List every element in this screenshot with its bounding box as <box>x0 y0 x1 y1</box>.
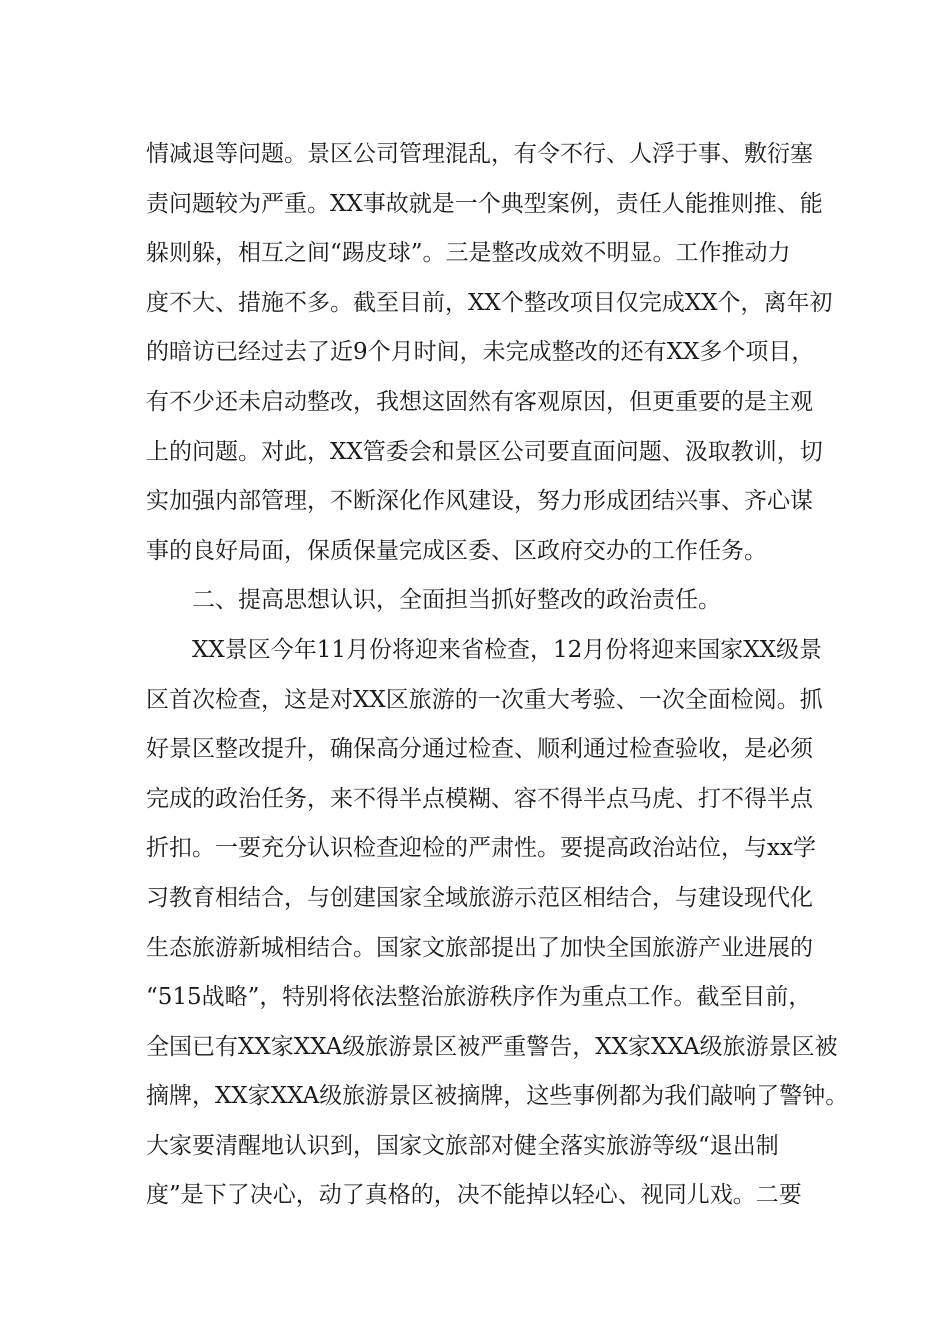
text-line: 情减退等问题。景区公司管理混乱，有令不行、人浮于事、敷衍塞 <box>146 141 813 167</box>
text-line: 全国已有XX家XXA级旅游景区被严重警告，XX家XXA级旅游景区被 <box>146 1033 838 1060</box>
text-line: 区首次检查，这是对XX区旅游的一次重大考验、一次全面检阅。抓 <box>146 686 823 713</box>
document-body <box>146 130 849 1221</box>
text-line: 生态旅游新城相结合。国家文旅部提出了加快全国旅游产业进展的 <box>146 934 813 961</box>
text-line: 的暗访已经过去了近9个月时间，未完成整改的还有XX多个项目， <box>146 339 815 366</box>
text-line: 度不大、措施不多。截至目前，XX个整改项目仅完成XX个，离年初 <box>146 289 833 316</box>
text-line: “515战略”，特别将依法整治旅游秩序作为重点工作。截至目前， <box>146 984 812 1011</box>
text-line: 度”是下了决心，动了真格的，决不能掉以轻心、视同儿戏。二要 <box>146 1182 802 1209</box>
section-heading: 二、提高思想认识，全面担当抓好整改的政治责任。 <box>192 587 721 614</box>
text-line: 上的问题。对此，XX管委会和景区公司要直面问题、汲取教训，切 <box>146 438 823 465</box>
text-line: 事的良好局面，保质保量完成区委、区政府交办的工作任务。 <box>146 537 767 564</box>
text-line: 躲则躲，相互之间“踢皮球”。三是整改成效不明显。工作推动力 <box>146 240 791 267</box>
text-line: 折扣。一要充分认识检查迎检的严肃性。要提高政治站位，与xx学 <box>146 835 816 862</box>
text-line: 好景区整改提升，确保高分通过检查、顺利通过检查验收，是必须 <box>146 736 813 763</box>
text-line: 有不少还未启动整改，我想这固然有客观原因，但更重要的是主观 <box>146 388 813 415</box>
text-line: 完成的政治任务，来不得半点模糊、容不得半点马虎、打不得半点 <box>146 785 813 812</box>
text-line: 责问题较为严重。XX事故就是一个典型案例，责任人能推则推、能 <box>146 190 823 217</box>
text-line: 摘牌，XX家XXA级旅游景区被摘牌，这些事例都为我们敲响了警钟。 <box>146 1083 849 1110</box>
text-line: 习教育相结合，与创建国家全域旅游示范区相结合，与建设现代化 <box>146 884 813 911</box>
text-line: XX景区今年11月份将迎来省检查，12月份将迎来国家XX级景 <box>192 636 823 663</box>
text-line: 实加强内部管理，不断深化作风建设，努力形成团结兴事、齐心谋 <box>146 488 813 515</box>
text-line: 大家要清醒地认识到，国家文旅部对健全落实旅游等级“退出制 <box>146 1132 779 1159</box>
